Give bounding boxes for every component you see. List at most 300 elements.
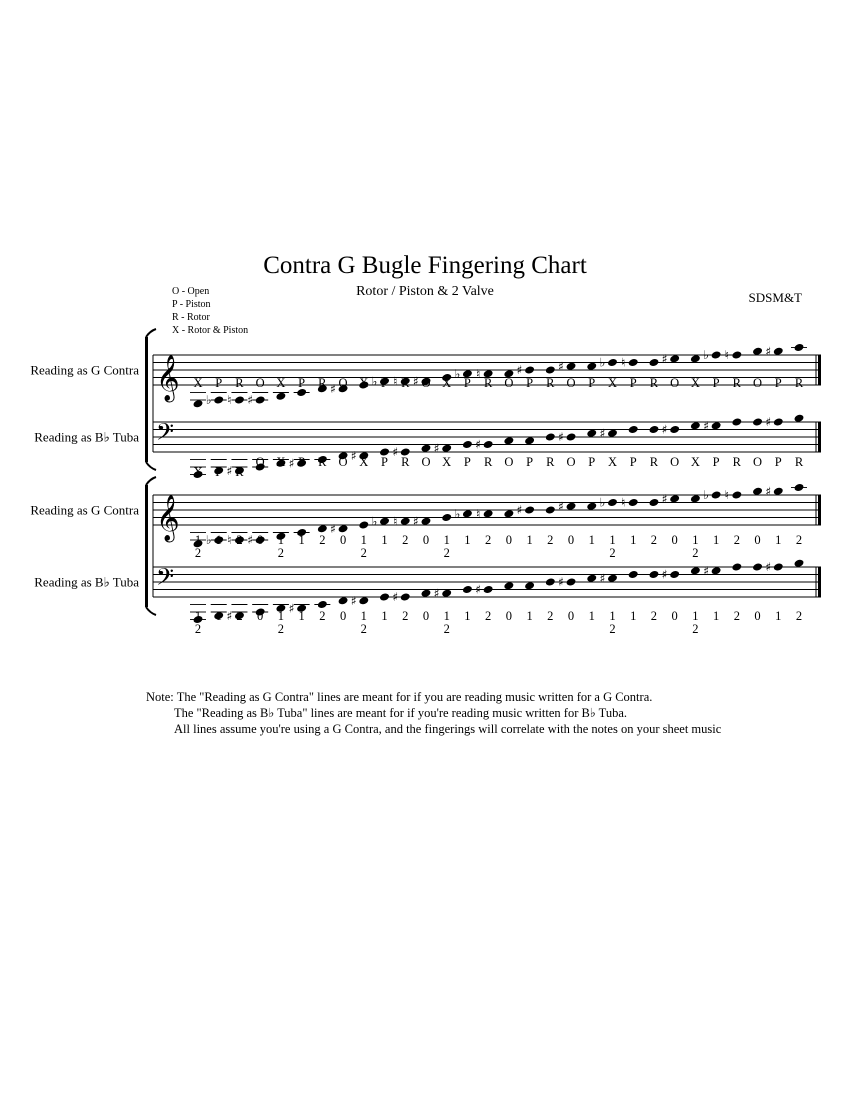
fingering-number: 0: [422, 533, 430, 547]
fingering-number: 1: [775, 609, 782, 623]
fingering-letter: P: [215, 465, 223, 479]
note-head: [566, 432, 577, 441]
fingering-number: 0: [754, 533, 761, 547]
accidental-icon: ♯: [558, 430, 564, 444]
fingering-letter: P: [712, 455, 720, 469]
note-head: [794, 343, 805, 352]
note-head: [607, 498, 618, 507]
accidental-icon: ♯: [558, 359, 564, 374]
fingering-letter: P: [381, 455, 388, 469]
fingering-letter: O: [338, 376, 348, 390]
fingering-number: 2: [485, 609, 492, 623]
composer-credit: SDSM&T: [748, 290, 802, 305]
legend-item-open: O - Open: [172, 286, 210, 297]
fingering-letter: P: [774, 455, 782, 469]
fingering-number: 0: [567, 609, 575, 623]
note-head: [234, 395, 245, 404]
note-head: [628, 358, 639, 367]
note-head: [524, 365, 535, 374]
fingering-number: 2: [650, 533, 658, 547]
note-head: [400, 517, 411, 526]
fingering-number: 2: [485, 533, 492, 547]
fingering-letter: P: [629, 376, 637, 390]
accidental-icon: ♯: [516, 363, 523, 377]
fingering-number: 0: [671, 533, 678, 547]
fingering-letter: R: [732, 455, 741, 469]
fingering-number: 0: [505, 533, 512, 547]
fingering-number: 0: [339, 609, 347, 623]
fingering-number: 2: [277, 546, 285, 560]
fingering-number: 1: [194, 609, 202, 623]
fingering-number: 1: [360, 609, 367, 623]
system-bracket-2-top: [146, 477, 156, 485]
footnote-prefix: Note:: [146, 690, 174, 704]
fingering-letter: O: [670, 455, 680, 469]
note-head: [275, 392, 286, 401]
fingering-letter: P: [526, 455, 534, 469]
note-head: [586, 502, 597, 511]
fingering-letter: R: [318, 455, 327, 469]
fingering-number: 2: [547, 609, 554, 623]
accidental-icon: ♯: [413, 514, 419, 529]
bass-clef-icon: 𝄢: [156, 563, 175, 596]
note-head: [379, 517, 390, 526]
accidental-icon: ♯: [433, 441, 440, 456]
fingering-number: 2: [443, 622, 450, 636]
accidental-icon: ♯: [392, 445, 399, 459]
fingering-number: 2: [443, 546, 450, 560]
fingering-number: 2: [795, 533, 803, 547]
fingering-number: 2: [319, 609, 326, 623]
barline-thick: [818, 567, 821, 597]
fingering-letter: P: [526, 376, 534, 390]
note-head: [607, 358, 618, 367]
note-head: [648, 358, 659, 367]
accidental-icon: ♮: [724, 488, 729, 502]
fingering-number: 1: [215, 609, 222, 623]
fingering-number: 1: [630, 533, 637, 547]
accidental-icon: ♮: [621, 355, 626, 370]
accidental-icon: ♯: [661, 351, 668, 366]
fingering-number: 1: [360, 533, 367, 547]
note-head: [628, 570, 639, 579]
note-head: [731, 490, 742, 499]
fingering-letter: X: [193, 465, 203, 479]
note-head: [545, 432, 556, 441]
fingering-number: 1: [464, 609, 471, 623]
accidental-icon: ♭: [205, 533, 212, 547]
fingering-number: 1: [443, 533, 450, 547]
fingering-letter: P: [463, 455, 471, 469]
note-head: [794, 414, 805, 423]
accidental-icon: ♯: [558, 499, 564, 514]
accidental-icon: ♯: [661, 491, 668, 506]
system-bracket-1-top: [146, 329, 156, 337]
note-head: [566, 502, 577, 511]
system-bracket-2-bottom: [146, 607, 156, 615]
fingering-number: 0: [671, 609, 678, 623]
note-head: [690, 566, 701, 575]
note-head: [752, 487, 763, 496]
fingering-letter: P: [588, 455, 596, 469]
note-head: [462, 440, 473, 449]
note-head: [711, 350, 722, 359]
note-head: [669, 570, 680, 579]
note-head: [731, 350, 742, 359]
fingering-letter: P: [629, 455, 637, 469]
note-head: [711, 421, 722, 430]
fingering-letter: X: [276, 376, 286, 390]
fingering-letter: X: [276, 455, 286, 469]
fingering-number: 2: [236, 609, 243, 623]
note-head: [773, 347, 784, 356]
note-head: [731, 562, 742, 571]
note-head: [483, 440, 494, 449]
fingering-letter: P: [298, 376, 306, 390]
fingering-number: 1: [381, 609, 388, 623]
fingering-letter: R: [546, 376, 555, 390]
accidental-icon: ♯: [350, 448, 357, 463]
accidental-icon: ♮: [621, 495, 626, 510]
fingering-number: 1: [443, 609, 450, 623]
score-layer: [30, 329, 821, 636]
treble-clef-icon: 𝄞: [156, 495, 180, 541]
fingering-letter: P: [381, 376, 388, 390]
note-head: [752, 347, 763, 356]
accidental-icon: ♯: [226, 463, 233, 478]
barline-thick: [818, 422, 821, 452]
fingering-number: 1: [526, 533, 533, 547]
staff-label: Reading as G Contra: [30, 362, 139, 378]
fingering-letter: X: [442, 455, 452, 469]
accidental-icon: ♯: [703, 418, 710, 433]
fingering-number: 2: [236, 533, 243, 547]
accidental-icon: ♯: [661, 567, 668, 582]
fingering-number: 2: [194, 546, 202, 560]
accidental-icon: ♯: [475, 582, 482, 597]
fingering-number: 2: [795, 609, 803, 623]
note-head: [545, 577, 556, 586]
fingering-number: 2: [277, 622, 285, 636]
note-head: [586, 429, 597, 438]
note-head: [794, 559, 805, 568]
fingering-letter: O: [753, 376, 763, 390]
fingering-letter: O: [255, 455, 265, 469]
fingering-letter: P: [463, 376, 471, 390]
note-head: [545, 505, 556, 514]
footnote: [146, 689, 721, 737]
fingering-letter: R: [235, 376, 244, 390]
fingering-number: 1: [215, 533, 222, 547]
note-head: [794, 483, 805, 492]
chart-subtitle: Rotor / Piston & 2 Valve: [356, 284, 494, 299]
fingering-letter: P: [298, 455, 306, 469]
note-head: [524, 436, 535, 445]
accidental-icon: ♯: [247, 393, 254, 407]
note-head: [421, 589, 432, 598]
staff-label: Reading as B♭ Tuba: [34, 574, 139, 590]
note-head: [773, 417, 784, 426]
note-head: [752, 562, 763, 571]
fingering-letter: R: [401, 376, 410, 390]
fingering-letter: R: [546, 455, 555, 469]
fingering-number: 2: [609, 546, 616, 560]
note-head: [255, 395, 266, 404]
note-head: [358, 596, 369, 605]
note-head: [441, 513, 452, 522]
accidental-icon: ♯: [433, 586, 440, 601]
fingering-letter: X: [607, 376, 617, 390]
barline-thick: [818, 355, 821, 385]
fingering-number: 1: [298, 609, 305, 623]
note-head: [524, 505, 535, 514]
fingering-letter: R: [649, 455, 659, 469]
fingering-letter: R: [649, 376, 659, 390]
fingering-number: 1: [712, 533, 720, 547]
note-head: [669, 425, 680, 434]
fingering-letter: R: [732, 376, 741, 390]
fingering-letter: O: [421, 455, 431, 469]
fingering-number: 2: [319, 533, 326, 547]
fingering-number: 0: [505, 609, 512, 623]
staff-label: Reading as B♭ Tuba: [34, 429, 139, 445]
fingering-letter: P: [588, 376, 596, 390]
note-head: [648, 425, 659, 434]
accidental-icon: ♭: [599, 355, 606, 370]
fingering-number: 2: [733, 609, 740, 623]
fingering-letter: X: [193, 376, 203, 390]
accidental-icon: ♯: [765, 415, 772, 429]
accidental-icon: ♮: [227, 393, 232, 407]
fingering-number: 1: [775, 533, 782, 547]
fingering-number: 1: [277, 533, 285, 547]
accidental-icon: ♭: [703, 348, 709, 362]
footnote-line-3: All lines assume you're using a G Contra, and the fingerings will correlate with the notes on your sheet music: [174, 722, 722, 736]
accidental-icon: ♯: [475, 437, 482, 452]
fingering-number: 0: [754, 609, 761, 623]
accidental-icon: ♯: [516, 503, 523, 517]
fingering-number: 1: [464, 533, 471, 547]
accidental-icon: ♯: [392, 590, 399, 604]
accidental-icon: ♮: [393, 374, 398, 389]
note-head: [462, 585, 473, 594]
note-head: [441, 589, 452, 598]
fingering-letter: O: [504, 455, 514, 469]
note-head: [213, 395, 224, 404]
accidental-icon: ♯: [558, 575, 564, 589]
fingering-number: 0: [257, 609, 264, 623]
fingering-letter: O: [504, 376, 514, 390]
note-head: [628, 425, 639, 434]
accidental-icon: ♯: [599, 571, 606, 586]
chart-title: Contra G Bugle Fingering Chart: [263, 252, 587, 279]
accidental-icon: ♯: [599, 426, 606, 441]
fingering-number: 1: [277, 609, 285, 623]
fingering-letter: X: [607, 455, 617, 469]
system-bracket-1: [145, 337, 148, 462]
accidental-icon: ♮: [393, 514, 398, 529]
fingering-number: 2: [402, 609, 409, 623]
fingering-number: 1: [381, 533, 388, 547]
note-head: [400, 592, 411, 601]
note-head: [607, 429, 618, 438]
fingering-letter: X: [359, 376, 369, 390]
fingering-letter: X: [690, 455, 700, 469]
fingering-number: 1: [194, 533, 202, 547]
note-head: [503, 509, 514, 518]
legend-item-rotor-piston: X - Rotor & Piston: [172, 325, 249, 336]
barline-thick: [818, 495, 821, 525]
note-head: [566, 577, 577, 586]
note-head: [503, 581, 514, 590]
fingering-number: 1: [630, 609, 637, 623]
note-head: [731, 417, 742, 426]
note-head: [607, 574, 618, 583]
note-head: [648, 498, 659, 507]
fingering-number: 2: [402, 533, 409, 547]
note-head: [628, 498, 639, 507]
system-bracket-1-bottom: [146, 462, 156, 470]
accidental-icon: ♯: [413, 374, 419, 389]
note-head: [648, 570, 659, 579]
accidental-icon: ♭: [703, 488, 709, 502]
note-head: [669, 354, 680, 363]
legend-item-rotor: R - Rotor: [172, 312, 210, 323]
fingering-number: 2: [650, 609, 658, 623]
fingering-number: 1: [588, 609, 595, 623]
fingering-number: 2: [194, 622, 202, 636]
accidental-icon: ♯: [765, 560, 772, 574]
fingering-number: 2: [733, 533, 740, 547]
fingering-letter: R: [318, 376, 327, 390]
treble-clef-icon: 𝄞: [156, 355, 180, 401]
accidental-icon: ♯: [288, 601, 295, 616]
fingering-letter: P: [215, 376, 223, 390]
note-head: [773, 487, 784, 496]
accidental-icon: ♯: [765, 484, 772, 499]
fingering-number: 1: [692, 533, 699, 547]
note-head: [690, 494, 701, 503]
fingering-number: 1: [588, 533, 595, 547]
fingering-number: 2: [609, 622, 616, 636]
fingering-number: 2: [360, 622, 367, 636]
note-head: [483, 509, 494, 518]
note-head: [193, 399, 204, 408]
fingering-number: 2: [692, 546, 699, 560]
accidental-icon: ♯: [765, 344, 772, 359]
fingering-letter: O: [670, 376, 680, 390]
fingering-letter: X: [442, 376, 452, 390]
note-head: [483, 585, 494, 594]
fingering-letter: O: [255, 376, 265, 390]
note-head: [462, 509, 473, 518]
system-bracket-2: [145, 485, 148, 607]
fingering-letter: R: [483, 376, 493, 390]
fingering-letter: P: [712, 376, 720, 390]
note-head: [421, 517, 432, 526]
fingering-letter: O: [338, 455, 348, 469]
accidental-icon: ♯: [288, 456, 295, 471]
bass-clef-icon: 𝄢: [156, 418, 175, 451]
fingering-number: 0: [339, 533, 347, 547]
fingering-letter: O: [566, 455, 576, 469]
fingering-number: 0: [567, 533, 575, 547]
accidental-icon: ♯: [703, 563, 710, 578]
note-head: [586, 362, 597, 371]
fingering-number: 1: [712, 609, 720, 623]
accidental-icon: ♮: [475, 366, 481, 381]
accidental-icon: ♮: [475, 506, 481, 521]
note-head: [711, 566, 722, 575]
fingering-number: 1: [609, 609, 616, 623]
accidental-icon: ♯: [330, 521, 336, 536]
note-head: [358, 520, 369, 529]
fingering-letter: R: [235, 465, 244, 479]
note-head: [421, 444, 432, 453]
fingering-letter: R: [401, 455, 410, 469]
accidental-icon: ♯: [226, 608, 233, 623]
staff-label: Reading as G Contra: [30, 502, 139, 518]
fingering-number: 2: [360, 546, 367, 560]
note-head: [441, 444, 452, 453]
note-head: [773, 562, 784, 571]
accidental-icon: ♭: [371, 514, 378, 529]
accidental-icon: ♯: [247, 533, 254, 547]
accidental-icon: ♮: [227, 533, 232, 547]
accidental-icon: ♮: [724, 348, 729, 362]
note-head: [338, 596, 349, 605]
footnote-line-1: The "Reading as G Contra" lines are meant for if you are reading music written for a G Contra.: [176, 690, 653, 704]
fingering-number: 2: [547, 533, 554, 547]
note-head: [690, 354, 701, 363]
accidental-icon: ♭: [205, 393, 212, 407]
fingering-number: 2: [692, 622, 699, 636]
note-head: [752, 417, 763, 426]
fingering-number: 1: [609, 533, 616, 547]
note-head: [545, 365, 556, 374]
fingering-letter: R: [794, 455, 804, 469]
fingering-letter: R: [483, 455, 493, 469]
fingering-letter: O: [421, 376, 431, 390]
note-head: [503, 436, 514, 445]
fingering-letter: R: [794, 376, 804, 390]
note-head: [317, 600, 328, 609]
accidental-icon: ♯: [330, 381, 336, 396]
fingering-letter: P: [774, 376, 782, 390]
note-head: [669, 494, 680, 503]
note-head: [690, 421, 701, 430]
note-head: [379, 592, 390, 601]
fingering-number: 0: [422, 609, 430, 623]
fingering-number: 0: [257, 533, 264, 547]
accidental-icon: ♭: [454, 366, 461, 381]
accidental-icon: ♯: [661, 422, 668, 437]
fingering-letter: X: [359, 455, 369, 469]
accidental-icon: ♭: [599, 495, 606, 510]
fingering-letter: O: [566, 376, 576, 390]
note-head: [586, 574, 597, 583]
fingering-letter: X: [690, 376, 700, 390]
note-head: [711, 490, 722, 499]
fingering-number: 1: [692, 609, 699, 623]
fingering-number: 1: [298, 533, 305, 547]
fingering-number: 1: [526, 609, 533, 623]
legend-item-piston: P - Piston: [172, 299, 211, 310]
note-head: [566, 362, 577, 371]
accidental-icon: ♭: [454, 506, 461, 521]
accidental-icon: ♯: [350, 593, 357, 608]
footnote-line-2: The "Reading as B♭ Tuba" lines are meant for if you're reading music written for B♭ Tuba.: [174, 706, 627, 720]
